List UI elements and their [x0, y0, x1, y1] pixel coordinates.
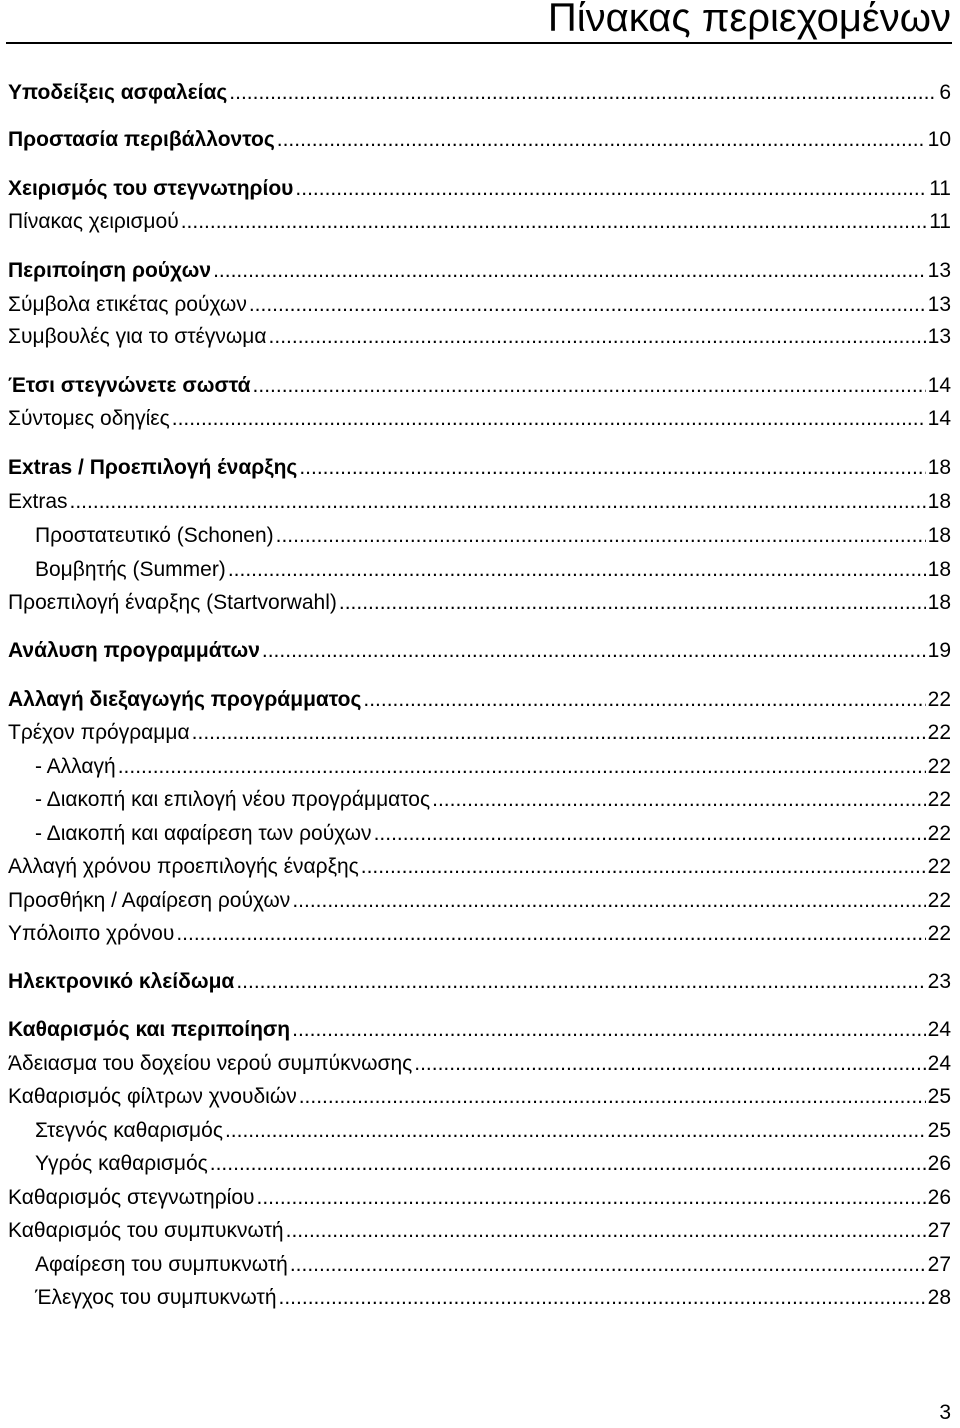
toc-entry-page: 22: [927, 721, 951, 744]
toc-entry[interactable]: [35, 785, 951, 815]
toc-entry-label: Υγρός καθαρισμός: [35, 1152, 208, 1175]
toc-dot-leader: [363, 685, 925, 715]
toc-entry-label: Υπόλοιπο χρόνου: [8, 922, 175, 945]
toc-entry-label: Ηλεκτρονικό κλείδωμα: [8, 970, 235, 993]
toc-dot-leader: [253, 371, 926, 401]
toc-entry-page: 10: [927, 128, 951, 151]
toc-entry-page: 11: [929, 177, 951, 200]
toc-entry-label: Στεγνός καθαρισμός: [35, 1119, 223, 1142]
toc-dot-leader: [286, 1216, 926, 1246]
toc-entry-label: Extras / Προεπιλογή έναρξης: [8, 456, 298, 479]
toc-dot-leader: [295, 174, 927, 204]
toc-entry-page: 27: [927, 1219, 951, 1242]
toc-entry[interactable]: [8, 685, 951, 715]
toc-entry[interactable]: [8, 718, 951, 748]
toc-entry-page: 6: [939, 81, 951, 104]
toc-entry-label: Καθαρισμός και περιποίηση: [8, 1018, 291, 1041]
toc-entry[interactable]: [8, 588, 951, 618]
toc-entry-label: Προεπιλογή έναρξης (Startvorwahl): [8, 591, 337, 614]
toc-entry-label: Προστασία περιβάλλοντος: [8, 128, 275, 151]
toc-entry[interactable]: [8, 919, 951, 949]
toc-entry-page: 18: [927, 490, 951, 513]
toc-entry[interactable]: [35, 752, 951, 782]
toc-entry-label: Σύντομες οδηγίες: [8, 407, 170, 430]
toc-entry[interactable]: [35, 1250, 951, 1280]
toc-entry[interactable]: [8, 256, 951, 286]
toc-entry[interactable]: [35, 521, 951, 551]
toc-entry-page: 13: [927, 293, 951, 316]
toc-entry-page: 18: [927, 558, 951, 581]
toc-entry-page: 18: [927, 456, 951, 479]
toc-entry-label: Ανάλυση προγραμμάτων: [8, 639, 260, 662]
toc-entry-label: Αλλαγή διεξαγωγής προγράμματος: [8, 688, 362, 711]
toc-dot-leader: [262, 636, 926, 666]
toc-dot-leader: [299, 1082, 926, 1112]
toc-dot-leader: [276, 521, 926, 551]
toc-dot-leader: [299, 453, 925, 483]
toc-dot-leader: [279, 1283, 926, 1313]
toc-dot-leader: [361, 852, 926, 882]
toc-entry-page: 18: [927, 524, 951, 547]
toc-entry[interactable]: [8, 453, 951, 483]
toc-entry-page: 14: [927, 374, 951, 397]
toc-entry-label: - Διακοπή και αφαίρεση των ρούχων: [35, 822, 372, 845]
toc-entry[interactable]: [8, 78, 951, 108]
toc-entry-label: Βομβητής (Summer): [35, 558, 226, 581]
toc-entry-label: Αλλαγή χρόνου προεπιλογής έναρξης: [8, 855, 359, 878]
toc-entry[interactable]: [8, 1216, 951, 1246]
toc-entry-label: Extras: [8, 490, 68, 513]
toc-entry[interactable]: [35, 1149, 951, 1179]
toc-entry[interactable]: [8, 290, 951, 320]
toc-entry-label: Υποδείξεις ασφαλείας: [8, 81, 228, 104]
toc-entry[interactable]: [8, 636, 951, 666]
toc-entry-label: Καθαρισμός του συμπυκνωτή: [8, 1219, 284, 1242]
toc-dot-leader: [176, 919, 925, 949]
toc-dot-leader: [229, 78, 937, 108]
toc-entry[interactable]: [8, 852, 951, 882]
toc-dot-leader: [432, 785, 926, 815]
toc-entry-label: Πίνακας χειρισμού: [8, 210, 179, 233]
toc-entry[interactable]: [35, 819, 951, 849]
toc-entry[interactable]: [35, 1283, 951, 1313]
toc-dot-leader: [249, 290, 926, 320]
toc-entry-page: 22: [927, 755, 951, 778]
toc-entry-label: Άδειασμα του δοχείου νερού συμπύκνωσης: [8, 1052, 413, 1075]
toc-entry-page: 22: [927, 688, 951, 711]
toc-entry-label: Προστατευτικό (Schonen): [35, 524, 274, 547]
toc-entry[interactable]: [8, 1183, 951, 1213]
page-title: Πίνακας περιεχομένων: [547, 0, 951, 40]
toc-entry[interactable]: [35, 555, 951, 585]
toc-dot-leader: [256, 1183, 925, 1213]
toc-dot-leader: [225, 1116, 926, 1146]
toc-entry-page: 25: [927, 1119, 951, 1142]
toc-dot-leader: [228, 555, 926, 585]
toc-entry-label: Τρέχον πρόγραμμα: [8, 721, 190, 744]
toc-dot-leader: [269, 322, 926, 352]
toc-entry-page: 24: [927, 1018, 951, 1041]
toc-entry[interactable]: [8, 1082, 951, 1112]
toc-entry[interactable]: [8, 207, 951, 237]
toc-entry-label: Έλεγχος του συμπυκνωτή: [35, 1286, 277, 1309]
toc-dot-leader: [292, 886, 925, 916]
toc-dot-leader: [70, 487, 926, 517]
toc-entry-page: 22: [927, 822, 951, 845]
toc-entry-page: 13: [927, 325, 951, 348]
toc-dot-leader: [213, 256, 926, 286]
toc-entry-page: 28: [927, 1286, 951, 1309]
toc-entry-label: Καθαρισμός φίλτρων χνουδιών: [8, 1085, 297, 1108]
toc-entry[interactable]: [8, 967, 951, 997]
toc-dot-leader: [236, 967, 925, 997]
toc-entry[interactable]: [8, 371, 951, 401]
toc-entry[interactable]: [8, 174, 951, 204]
toc-dot-leader: [374, 819, 926, 849]
toc-entry-page: 26: [927, 1152, 951, 1175]
toc-entry[interactable]: [8, 1015, 951, 1045]
toc-entry-label: - Διακοπή και επιλογή νέου προγράμματος: [35, 788, 431, 811]
toc-entry-page: 22: [927, 889, 951, 912]
toc-entry-page: 13: [927, 259, 951, 282]
toc-dot-leader: [192, 718, 926, 748]
toc-dot-leader: [210, 1149, 926, 1179]
toc-entry-page: 14: [927, 407, 951, 430]
toc-entry-page: 18: [927, 591, 951, 614]
toc-entry-label: Χειρισμός του στεγνωτηρίου: [8, 177, 294, 200]
toc-entry[interactable]: [8, 125, 951, 155]
toc-dot-leader: [118, 752, 926, 782]
toc-entry[interactable]: [8, 1049, 951, 1079]
toc-entry[interactable]: [8, 886, 951, 916]
toc-dot-leader: [277, 125, 926, 155]
toc-entry-page: 27: [927, 1253, 951, 1276]
toc-entry-label: - Αλλαγή: [35, 755, 116, 778]
toc-entry-page: 22: [927, 788, 951, 811]
toc-entry[interactable]: [35, 1116, 951, 1146]
toc-entry-label: Συμβουλές για το στέγνωμα: [8, 325, 267, 348]
toc-entry-page: 22: [927, 922, 951, 945]
toc-entry-page: 26: [927, 1186, 951, 1209]
toc-entry[interactable]: [8, 404, 951, 434]
toc-entry[interactable]: [8, 322, 951, 352]
toc-dot-leader: [292, 1015, 926, 1045]
toc-entry[interactable]: [8, 487, 951, 517]
toc-entry-label: Αφαίρεση του συμπυκνωτή: [35, 1253, 288, 1276]
toc-entry-page: 25: [927, 1085, 951, 1108]
toc-entry-page: 19: [927, 639, 951, 662]
toc-dot-leader: [172, 404, 926, 434]
toc-entry-page: 11: [929, 210, 951, 233]
toc-entry-page: 24: [927, 1052, 951, 1075]
toc-entry-page: 22: [927, 855, 951, 878]
toc-entry-page: 23: [927, 970, 951, 993]
toc-entry-label: Καθαρισμός στεγνωτηρίου: [8, 1186, 255, 1209]
toc-dot-leader: [181, 207, 927, 237]
toc-entry-label: Περιποίηση ρούχων: [8, 259, 212, 282]
toc-entry-label: Προσθήκη / Αφαίρεση ρούχων: [8, 889, 291, 912]
toc-dot-leader: [290, 1250, 926, 1280]
toc-dot-leader: [339, 588, 926, 618]
toc-entry-label: Σύμβολα ετικέτας ρούχων: [8, 293, 247, 316]
toc-entry-label: Έτσι στεγνώνετε σωστά: [8, 374, 251, 397]
toc-dot-leader: [414, 1049, 925, 1079]
page-number: 3: [939, 1401, 951, 1424]
